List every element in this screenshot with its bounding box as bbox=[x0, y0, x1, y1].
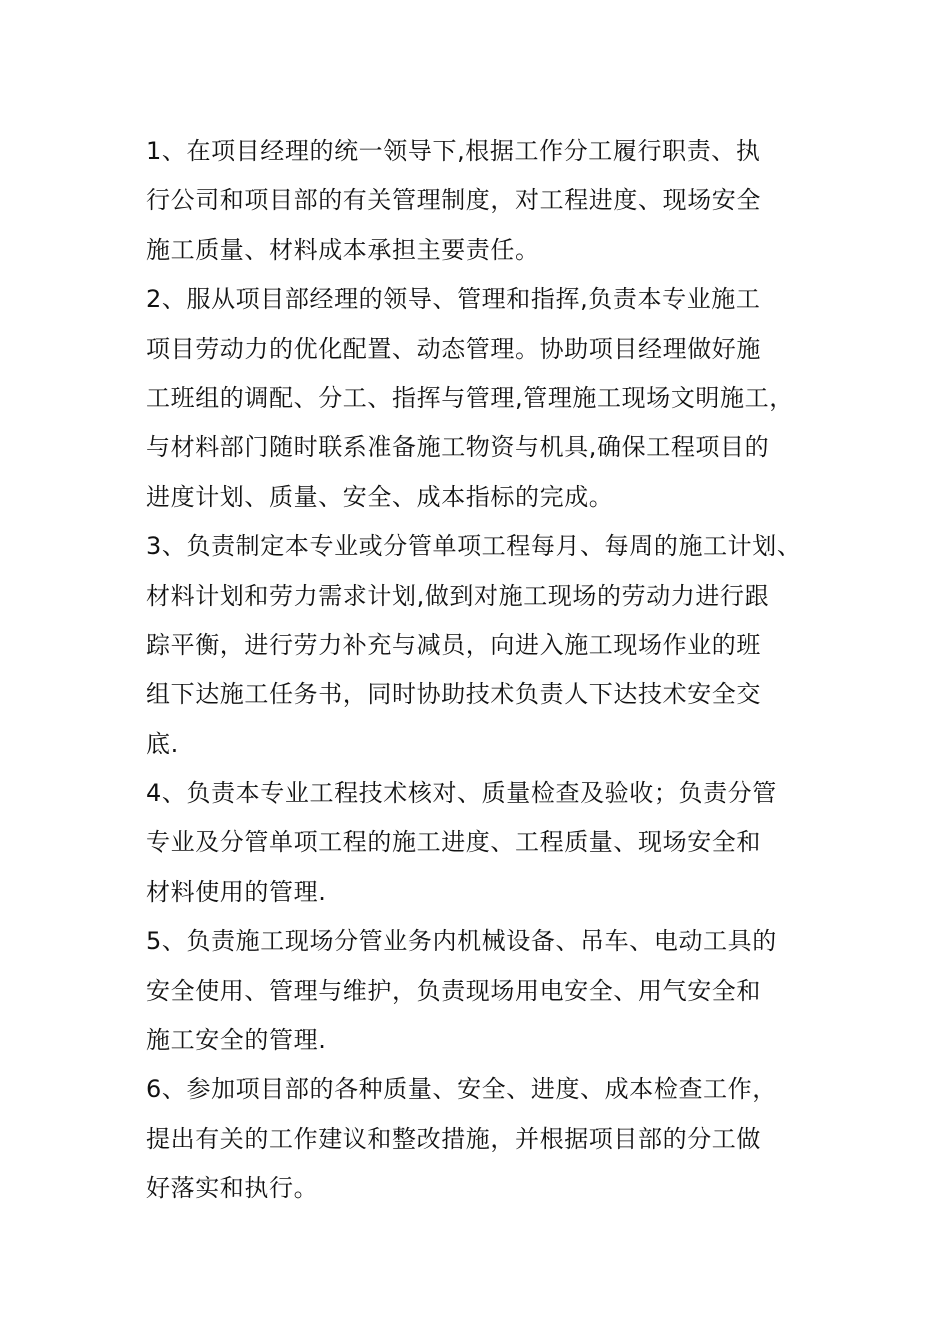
item-6-line-3: 好落实和执行。 bbox=[146, 1174, 319, 1203]
item-2-line-3: 工班组的调配、分工、指挥与管理,管理施工现场文明施工， bbox=[146, 383, 794, 412]
item-2-line-2: 项目劳动力的优化配置、动态管理。协助项目经理做好施 bbox=[146, 334, 761, 363]
item-1-line-1: 1、在项目经理的统一领导下,根据工作分工履行职责、执 bbox=[146, 137, 761, 165]
item-3-line-4: 组下达施工任务书，同时协助技术负责人下达技术安全交 bbox=[146, 680, 761, 709]
item-4-line-3: 材料使用的管理. bbox=[146, 877, 327, 906]
item-2-line-5: 进度计划、质量、安全、成本指标的完成。 bbox=[146, 482, 614, 511]
item-3-line-3: 踪平衡，进行劳力补充与减员，向进入施工现场作业的班 bbox=[146, 630, 761, 659]
document-body bbox=[146, 127, 836, 1214]
item-4-line-1: 4、负责本专业工程技术核对、质量检查及验收；负责分管 bbox=[146, 779, 777, 808]
item-5-line-1: 5、负责施工现场分管业务内机械设备、吊车、电动工具的 bbox=[146, 927, 777, 956]
item-4-line-2: 专业及分管单项工程的施工进度、工程质量、现场安全和 bbox=[146, 828, 761, 857]
item-3-line-1: 3、负责制定本专业或分管单项工程每月、每周的施工计划、 bbox=[146, 532, 802, 561]
item-2-line-4: 与材料部门随时联系准备施工物资与机具,确保工程项目的 bbox=[146, 433, 770, 462]
item-3-line-5: 底. bbox=[146, 729, 179, 758]
item-6-line-1: 6、参加项目部的各种质量、安全、进度、成本检查工作， bbox=[146, 1075, 777, 1104]
item-1-line-3: 施工质量、材料成本承担主要责任。 bbox=[146, 235, 540, 264]
item-3-line-2: 材料计划和劳力需求计划,做到对施工现场的劳动力进行跟 bbox=[146, 581, 770, 610]
item-2-line-1: 2、服从项目部经理的领导、管理和指挥,负责本专业施工 bbox=[146, 285, 761, 314]
item-5-line-3: 施工安全的管理. bbox=[146, 1026, 327, 1055]
item-1-line-2: 行公司和项目部的有关管理制度，对工程进度、现场安全 bbox=[146, 186, 761, 215]
item-5-line-2: 安全使用、管理与维护，负责现场用电安全、用气安全和 bbox=[146, 976, 761, 1005]
item-6-line-2: 提出有关的工作建议和整改措施，并根据项目部的分工做 bbox=[146, 1124, 761, 1153]
